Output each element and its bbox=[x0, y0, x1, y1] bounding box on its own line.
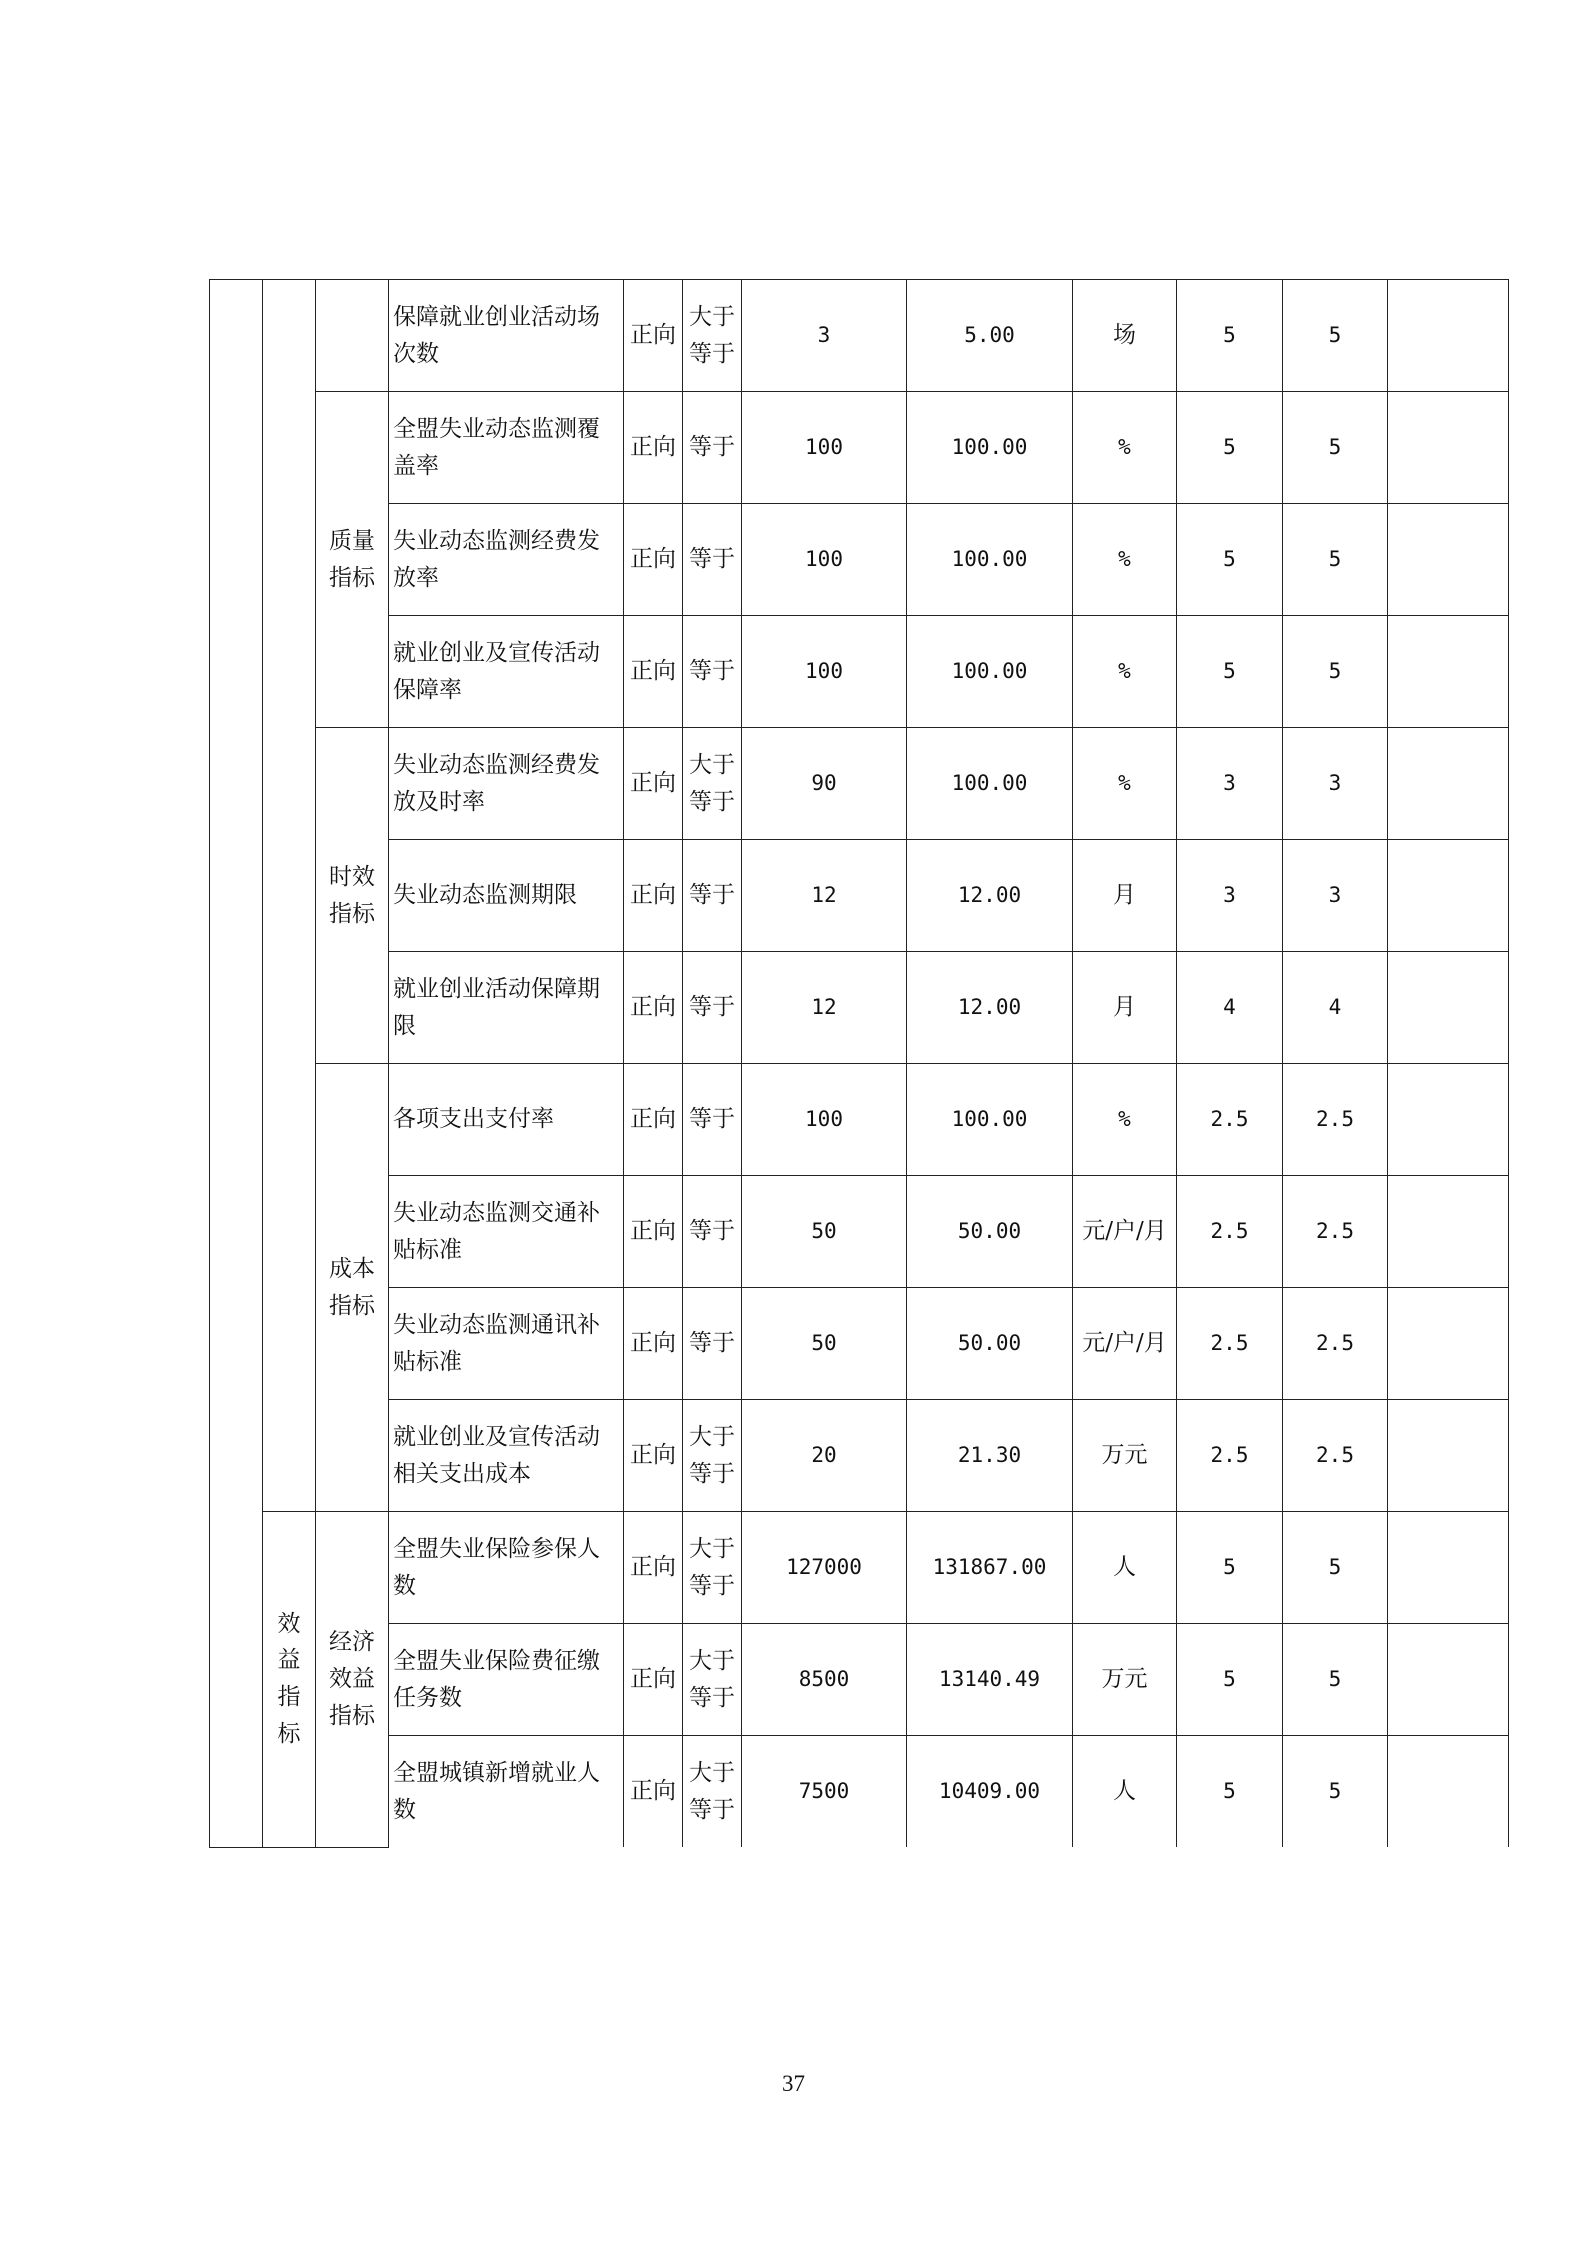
table-row bbox=[210, 728, 1509, 840]
operator-line: 大于 bbox=[689, 1759, 735, 1786]
operator-line: 等于 bbox=[689, 1796, 735, 1823]
unit-cell: 人 bbox=[1073, 1736, 1177, 1848]
operator-cell bbox=[683, 1624, 742, 1736]
indicator-name-line: 盖率 bbox=[393, 452, 439, 479]
indicator-name-cell bbox=[389, 1400, 624, 1512]
indicator-name-line: 全盟城镇新增就业人 bbox=[393, 1759, 600, 1786]
operator-line: 等于 bbox=[689, 1330, 735, 1357]
operator-cell bbox=[683, 840, 742, 952]
score-cell: 5 bbox=[1283, 280, 1388, 392]
direction-cell: 正向 bbox=[624, 1176, 683, 1288]
actual-value-cell: 100.00 bbox=[907, 1064, 1073, 1176]
operator-line: 等于 bbox=[689, 788, 735, 815]
remarks-cell bbox=[1388, 392, 1509, 504]
score-cell: 5 bbox=[1283, 1512, 1388, 1624]
target-value-cell: 100 bbox=[742, 392, 907, 504]
indicator-name-cell bbox=[389, 1176, 624, 1288]
actual-value-cell: 5.00 bbox=[907, 280, 1073, 392]
direction-cell: 正向 bbox=[624, 1624, 683, 1736]
indicator-name-line: 数 bbox=[393, 1572, 416, 1599]
weight-cell: 5 bbox=[1177, 392, 1283, 504]
table-row bbox=[210, 280, 1509, 392]
unit-cell: % bbox=[1073, 392, 1177, 504]
indicator-name-line: 保障就业创业活动场 bbox=[393, 303, 600, 330]
target-value-cell: 50 bbox=[742, 1176, 907, 1288]
indicator-name-line: 放率 bbox=[393, 564, 439, 591]
table-body bbox=[210, 280, 1509, 1848]
actual-value-cell: 10409.00 bbox=[907, 1736, 1073, 1848]
operator-line: 等于 bbox=[689, 546, 735, 573]
actual-value-cell: 100.00 bbox=[907, 392, 1073, 504]
indicator-name-cell bbox=[389, 1288, 624, 1400]
level1-indicator-cell bbox=[210, 280, 263, 1848]
operator-line: 等于 bbox=[689, 1572, 735, 1599]
unit-cell: % bbox=[1073, 504, 1177, 616]
score-cell: 5 bbox=[1283, 616, 1388, 728]
target-value-cell: 20 bbox=[742, 1400, 907, 1512]
weight-cell: 5 bbox=[1177, 616, 1283, 728]
score-cell: 5 bbox=[1283, 1624, 1388, 1736]
indicator-name-line: 全盟失业保险费征缴 bbox=[393, 1647, 600, 1674]
remarks-cell bbox=[1388, 1064, 1509, 1176]
remarks-cell bbox=[1388, 280, 1509, 392]
indicator-name-cell bbox=[389, 1512, 624, 1624]
indicator-name-line: 失业动态监测经费发 bbox=[393, 527, 600, 554]
category-label: 指标 bbox=[329, 564, 375, 591]
indicator-name-cell bbox=[389, 728, 624, 840]
actual-value-cell: 100.00 bbox=[907, 616, 1073, 728]
remarks-cell bbox=[1388, 1624, 1509, 1736]
operator-line: 等于 bbox=[689, 1106, 735, 1133]
indicator-name-line: 就业创业及宣传活动 bbox=[393, 639, 600, 666]
score-cell: 5 bbox=[1283, 392, 1388, 504]
category-label: 效益 bbox=[277, 1610, 301, 1674]
score-cell: 2.5 bbox=[1283, 1064, 1388, 1176]
level3-indicator-timeliness bbox=[316, 728, 389, 1064]
weight-cell: 5 bbox=[1177, 1736, 1283, 1848]
operator-line: 等于 bbox=[689, 434, 735, 461]
table-row bbox=[210, 1512, 1509, 1624]
indicator-name-line: 相关支出成本 bbox=[393, 1460, 531, 1487]
category-label: 成本 bbox=[329, 1255, 375, 1282]
direction-cell: 正向 bbox=[624, 728, 683, 840]
operator-cell bbox=[683, 1288, 742, 1400]
remarks-cell bbox=[1388, 1400, 1509, 1512]
table-row bbox=[210, 952, 1509, 1064]
remarks-cell bbox=[1388, 840, 1509, 952]
direction-cell: 正向 bbox=[624, 392, 683, 504]
unit-cell: 万元 bbox=[1073, 1400, 1177, 1512]
weight-cell: 5 bbox=[1177, 1512, 1283, 1624]
actual-value-cell: 50.00 bbox=[907, 1176, 1073, 1288]
operator-line: 大于 bbox=[689, 303, 735, 330]
category-label: 经济 bbox=[329, 1629, 375, 1656]
table-row bbox=[210, 1624, 1509, 1736]
indicator-name-cell bbox=[389, 280, 624, 392]
indicator-name-line: 放及时率 bbox=[393, 788, 485, 815]
operator-line: 等于 bbox=[689, 994, 735, 1021]
indicator-name-cell bbox=[389, 504, 624, 616]
level3-indicator-cost bbox=[316, 1064, 389, 1512]
operator-cell bbox=[683, 280, 742, 392]
operator-line: 大于 bbox=[689, 1647, 735, 1674]
actual-value-cell: 13140.49 bbox=[907, 1624, 1073, 1736]
operator-line: 等于 bbox=[689, 1460, 735, 1487]
category-label: 时效 bbox=[329, 863, 375, 890]
level2-indicator-benefit bbox=[263, 1512, 316, 1848]
actual-value-cell: 12.00 bbox=[907, 952, 1073, 1064]
indicator-name-line: 限 bbox=[393, 1012, 416, 1039]
weight-cell: 2.5 bbox=[1177, 1064, 1283, 1176]
direction-cell: 正向 bbox=[624, 952, 683, 1064]
operator-line: 等于 bbox=[689, 658, 735, 685]
indicator-name-cell bbox=[389, 616, 624, 728]
indicator-name-line: 全盟失业保险参保人 bbox=[393, 1535, 600, 1562]
target-value-cell: 50 bbox=[742, 1288, 907, 1400]
weight-cell: 5 bbox=[1177, 504, 1283, 616]
table-row bbox=[210, 1400, 1509, 1512]
level3-indicator-quality bbox=[316, 392, 389, 728]
remarks-cell bbox=[1388, 1736, 1509, 1848]
operator-line: 等于 bbox=[689, 1218, 735, 1245]
level3-indicator-economic bbox=[316, 1512, 389, 1848]
unit-cell: 元/户/月 bbox=[1073, 1176, 1177, 1288]
unit-cell: 人 bbox=[1073, 1512, 1177, 1624]
unit-cell: 场 bbox=[1073, 280, 1177, 392]
direction-cell: 正向 bbox=[624, 504, 683, 616]
category-label: 指标 bbox=[329, 1702, 375, 1729]
actual-value-cell: 50.00 bbox=[907, 1288, 1073, 1400]
indicator-name-cell bbox=[389, 392, 624, 504]
score-cell: 5 bbox=[1283, 504, 1388, 616]
indicator-name-line: 任务数 bbox=[393, 1684, 462, 1711]
operator-line: 大于 bbox=[689, 1535, 735, 1562]
direction-cell: 正向 bbox=[624, 1400, 683, 1512]
remarks-cell bbox=[1388, 728, 1509, 840]
unit-cell: 月 bbox=[1073, 952, 1177, 1064]
target-value-cell: 100 bbox=[742, 616, 907, 728]
category-label: 指标 bbox=[329, 1292, 375, 1319]
unit-cell: % bbox=[1073, 728, 1177, 840]
actual-value-cell: 21.30 bbox=[907, 1400, 1073, 1512]
indicator-name-line: 失业动态监测经费发 bbox=[393, 751, 600, 778]
direction-cell: 正向 bbox=[624, 616, 683, 728]
table-row bbox=[210, 504, 1509, 616]
indicator-name-line: 全盟失业动态监测覆 bbox=[393, 415, 600, 442]
operator-cell bbox=[683, 1736, 742, 1848]
target-value-cell: 12 bbox=[742, 952, 907, 1064]
indicator-name-line: 失业动态监测通讯补 bbox=[393, 1311, 600, 1338]
table-row bbox=[210, 1176, 1509, 1288]
indicator-name-line: 失业动态监测期限 bbox=[393, 882, 577, 909]
weight-cell: 2.5 bbox=[1177, 1176, 1283, 1288]
level2-indicator-cell bbox=[263, 280, 316, 1512]
performance-indicator-table bbox=[209, 279, 1509, 1848]
target-value-cell: 90 bbox=[742, 728, 907, 840]
direction-cell: 正向 bbox=[624, 1736, 683, 1848]
unit-cell: 月 bbox=[1073, 840, 1177, 952]
weight-cell: 2.5 bbox=[1177, 1400, 1283, 1512]
table-row bbox=[210, 1064, 1509, 1176]
weight-cell: 2.5 bbox=[1177, 1288, 1283, 1400]
indicator-name-cell bbox=[389, 840, 624, 952]
operator-cell bbox=[683, 1064, 742, 1176]
operator-cell bbox=[683, 1176, 742, 1288]
score-cell: 2.5 bbox=[1283, 1400, 1388, 1512]
score-cell: 2.5 bbox=[1283, 1288, 1388, 1400]
actual-value-cell: 100.00 bbox=[907, 728, 1073, 840]
operator-cell bbox=[683, 504, 742, 616]
score-cell: 4 bbox=[1283, 952, 1388, 1064]
actual-value-cell: 131867.00 bbox=[907, 1512, 1073, 1624]
level3-indicator-cell bbox=[316, 280, 389, 392]
unit-cell: 万元 bbox=[1073, 1624, 1177, 1736]
indicator-name-cell bbox=[389, 1736, 624, 1848]
indicator-name-line: 就业创业活动保障期 bbox=[393, 975, 600, 1002]
category-label: 指标 bbox=[329, 900, 375, 927]
indicator-name-line: 数 bbox=[393, 1796, 416, 1823]
indicator-name-cell bbox=[389, 1624, 624, 1736]
target-value-cell: 100 bbox=[742, 504, 907, 616]
direction-cell: 正向 bbox=[624, 1288, 683, 1400]
direction-cell: 正向 bbox=[624, 1512, 683, 1624]
weight-cell: 3 bbox=[1177, 728, 1283, 840]
page-number: 37 bbox=[782, 2071, 805, 2096]
operator-line: 大于 bbox=[689, 1423, 735, 1450]
actual-value-cell: 12.00 bbox=[907, 840, 1073, 952]
category-label: 效益 bbox=[329, 1665, 375, 1692]
operator-cell bbox=[683, 392, 742, 504]
indicator-name-cell bbox=[389, 952, 624, 1064]
category-label: 指标 bbox=[277, 1684, 301, 1748]
indicator-name-line: 各项支出支付率 bbox=[393, 1106, 554, 1133]
table-row bbox=[210, 1288, 1509, 1400]
category-label: 质量 bbox=[329, 527, 375, 554]
operator-line: 等于 bbox=[689, 1684, 735, 1711]
operator-line: 大于 bbox=[689, 751, 735, 778]
target-value-cell: 8500 bbox=[742, 1624, 907, 1736]
table-row bbox=[210, 1736, 1509, 1848]
weight-cell: 5 bbox=[1177, 1624, 1283, 1736]
unit-cell: % bbox=[1073, 1064, 1177, 1176]
remarks-cell bbox=[1388, 1176, 1509, 1288]
actual-value-cell: 100.00 bbox=[907, 504, 1073, 616]
indicator-name-line: 保障率 bbox=[393, 676, 462, 703]
target-value-cell: 3 bbox=[742, 280, 907, 392]
target-value-cell: 12 bbox=[742, 840, 907, 952]
table-row bbox=[210, 840, 1509, 952]
score-cell: 3 bbox=[1283, 840, 1388, 952]
direction-cell: 正向 bbox=[624, 840, 683, 952]
operator-cell bbox=[683, 1400, 742, 1512]
weight-cell: 4 bbox=[1177, 952, 1283, 1064]
score-cell: 2.5 bbox=[1283, 1176, 1388, 1288]
target-value-cell: 7500 bbox=[742, 1736, 907, 1848]
operator-cell bbox=[683, 1512, 742, 1624]
remarks-cell bbox=[1388, 952, 1509, 1064]
weight-cell: 5 bbox=[1177, 280, 1283, 392]
indicator-name-line: 次数 bbox=[393, 340, 439, 367]
direction-cell: 正向 bbox=[624, 1064, 683, 1176]
remarks-cell bbox=[1388, 1512, 1509, 1624]
target-value-cell: 100 bbox=[742, 1064, 907, 1176]
indicator-name-cell bbox=[389, 1064, 624, 1176]
indicator-name-line: 失业动态监测交通补 bbox=[393, 1199, 600, 1226]
score-cell: 3 bbox=[1283, 728, 1388, 840]
operator-cell bbox=[683, 728, 742, 840]
operator-cell bbox=[683, 616, 742, 728]
operator-cell bbox=[683, 952, 742, 1064]
remarks-cell bbox=[1388, 1288, 1509, 1400]
unit-cell: % bbox=[1073, 616, 1177, 728]
operator-line: 等于 bbox=[689, 882, 735, 909]
indicator-name-line: 贴标准 bbox=[393, 1236, 462, 1263]
table-row bbox=[210, 392, 1509, 504]
unit-cell: 元/户/月 bbox=[1073, 1288, 1177, 1400]
indicator-name-line: 贴标准 bbox=[393, 1348, 462, 1375]
remarks-cell bbox=[1388, 504, 1509, 616]
operator-line: 等于 bbox=[689, 340, 735, 367]
indicator-name-line: 就业创业及宣传活动 bbox=[393, 1423, 600, 1450]
target-value-cell: 127000 bbox=[742, 1512, 907, 1624]
table-row bbox=[210, 616, 1509, 728]
score-cell: 5 bbox=[1283, 1736, 1388, 1848]
remarks-cell bbox=[1388, 616, 1509, 728]
direction-cell: 正向 bbox=[624, 280, 683, 392]
weight-cell: 3 bbox=[1177, 840, 1283, 952]
